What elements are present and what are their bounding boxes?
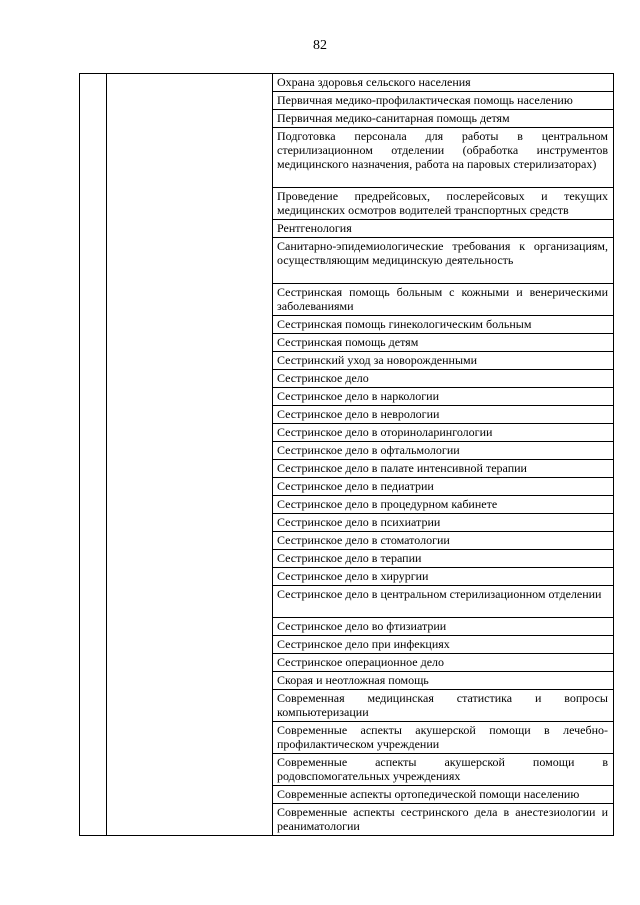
list-item: Сестринское дело в психиатрии — [273, 514, 613, 532]
document-table — [79, 73, 614, 836]
table-row — [80, 74, 614, 836]
list-item: Сестринская помощь гинекологическим больным — [273, 316, 613, 334]
empty-cell-name — [107, 74, 273, 836]
list-item: Первичная медико-профилактическая помощь населению — [273, 92, 613, 110]
empty-cell-number — [80, 74, 107, 836]
page-number: 82 — [313, 38, 327, 53]
list-item: Сестринское дело в стоматологии — [273, 532, 613, 550]
program-list-cell — [273, 74, 614, 836]
list-item: Сестринское дело в офтальмологии — [273, 442, 613, 460]
list-item: Проведение предрейсовых, послерейсовых и текущих медицинских осмотров водителей транспортных средств — [273, 188, 613, 220]
list-item: Сестринское дело в центральном стерилизационном отделении — [273, 586, 613, 618]
list-item: Современные аспекты акушерской помощи в лечебно-профилактическом учреждении — [273, 722, 613, 754]
list-item: Сестринское дело в наркологии — [273, 388, 613, 406]
list-item: Современная медицинская статистика и вопросы компьютеризации — [273, 690, 613, 722]
list-item: Первичная медико-санитарная помощь детям — [273, 110, 613, 128]
list-item: Сестринский уход за новорожденными — [273, 352, 613, 370]
list-item: Сестринское дело при инфекциях — [273, 636, 613, 654]
list-item: Сестринское дело — [273, 370, 613, 388]
list-item: Сестринское операционное дело — [273, 654, 613, 672]
list-item: Сестринское дело в палате интенсивной терапии — [273, 460, 613, 478]
list-item: Современные аспекты ортопедической помощи населению — [273, 786, 613, 804]
list-item: Современные аспекты сестринского дела в анестезиологии и реаниматологии — [277, 805, 608, 833]
list-item: Сестринское дело в процедурном кабинете — [273, 496, 613, 514]
list-item: Сестринское дело в педиатрии — [273, 478, 613, 496]
list-item: Охрана здоровья сельского населения — [273, 74, 613, 92]
list-item: Сестринское дело в оториноларингологии — [273, 424, 613, 442]
list-item: Сестринское дело в терапии — [273, 550, 613, 568]
list-item: Современные аспекты акушерской помощи в родовспомогательных учреждениях — [273, 754, 613, 786]
list-item: Сестринское дело во фтизиатрии — [273, 618, 613, 636]
list-item: Рентгенология — [273, 220, 613, 238]
list-item: Подготовка персонала для работы в центральном стерилизационном отделении (обработка инструментов медицинского назначения, работа на паровых стерилизаторах) — [273, 128, 613, 188]
list-item: Сестринское дело в хирургии — [273, 568, 613, 586]
list-item: Сестринское дело в неврологии — [273, 406, 613, 424]
list-item: Сестринская помощь больным с кожными и венерическими заболеваниями — [273, 284, 613, 316]
list-item: Скорая и неотложная помощь — [273, 672, 613, 690]
list-item: Сестринская помощь детям — [273, 334, 613, 352]
list-item: Санитарно-эпидемиологические требования к организациям, осуществляющим медицинскую деятельность — [273, 238, 613, 284]
